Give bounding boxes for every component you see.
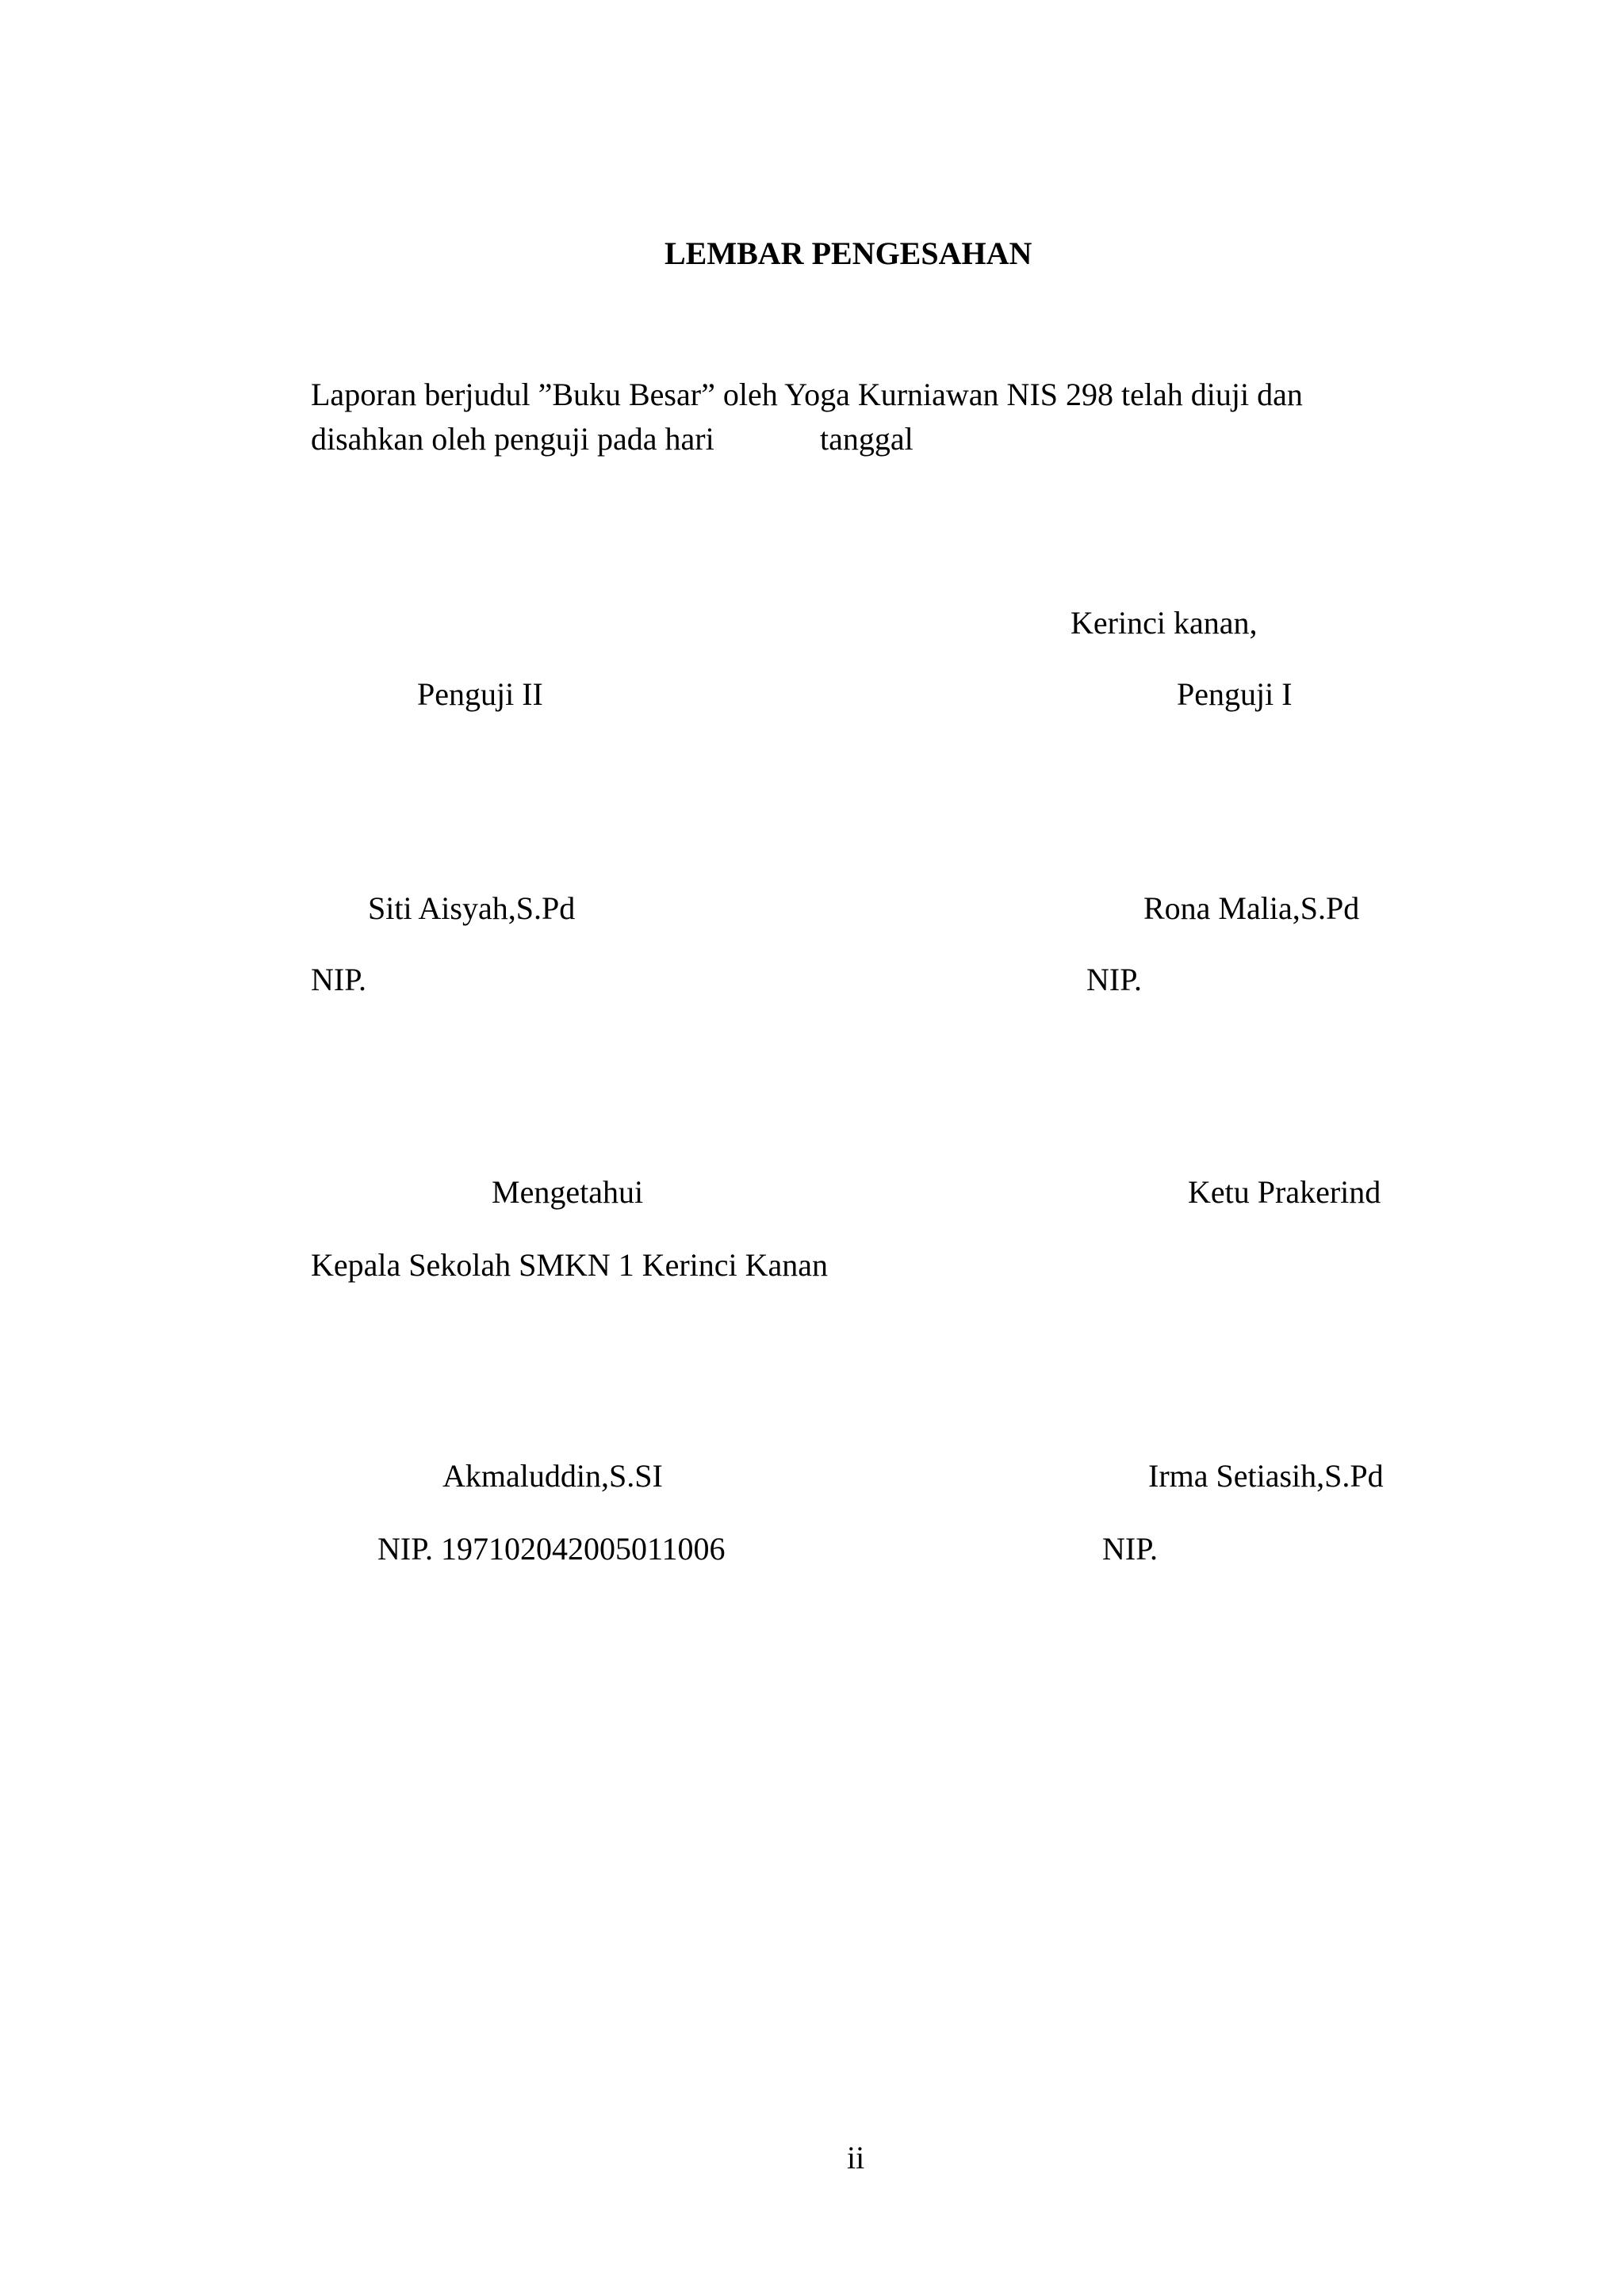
intro-text-line2-b: tanggal	[820, 421, 914, 457]
principal-role: Kepala Sekolah SMKN 1 Kerinci Kanan	[311, 1247, 829, 1283]
intro-text-line2-a: disahkan oleh penguji pada hari	[311, 421, 714, 457]
examiner2-name: Siti Aisyah,S.Pd	[368, 890, 576, 926]
chair-nip: NIP.	[1102, 1531, 1159, 1567]
examiner2-nip: NIP.	[311, 962, 367, 997]
chair-role: Ketu Prakerind	[1188, 1174, 1381, 1210]
place-label: Kerinci kanan,	[1071, 605, 1258, 641]
principal-name: Akmaluddin,S.SI	[442, 1458, 663, 1494]
acknowledge-label: Mengetahui	[492, 1174, 644, 1210]
page-number: ii	[847, 2140, 865, 2175]
examiner2-role: Penguji II	[417, 676, 543, 712]
page-title: LEMBAR PENGESAHAN	[665, 235, 1032, 271]
intro-text-line1: Laporan berjudul ”Buku Besar” oleh Yoga Kurniawan NIS 298 telah diuji dan	[311, 377, 1303, 412]
examiner1-nip: NIP.	[1086, 962, 1143, 997]
examiner1-name: Rona Malia,S.Pd	[1143, 890, 1360, 926]
principal-nip: NIP. 197102042005011006	[377, 1531, 726, 1567]
examiner1-role: Penguji I	[1177, 676, 1293, 712]
chair-name: Irma Setiasih,S.Pd	[1148, 1458, 1384, 1494]
